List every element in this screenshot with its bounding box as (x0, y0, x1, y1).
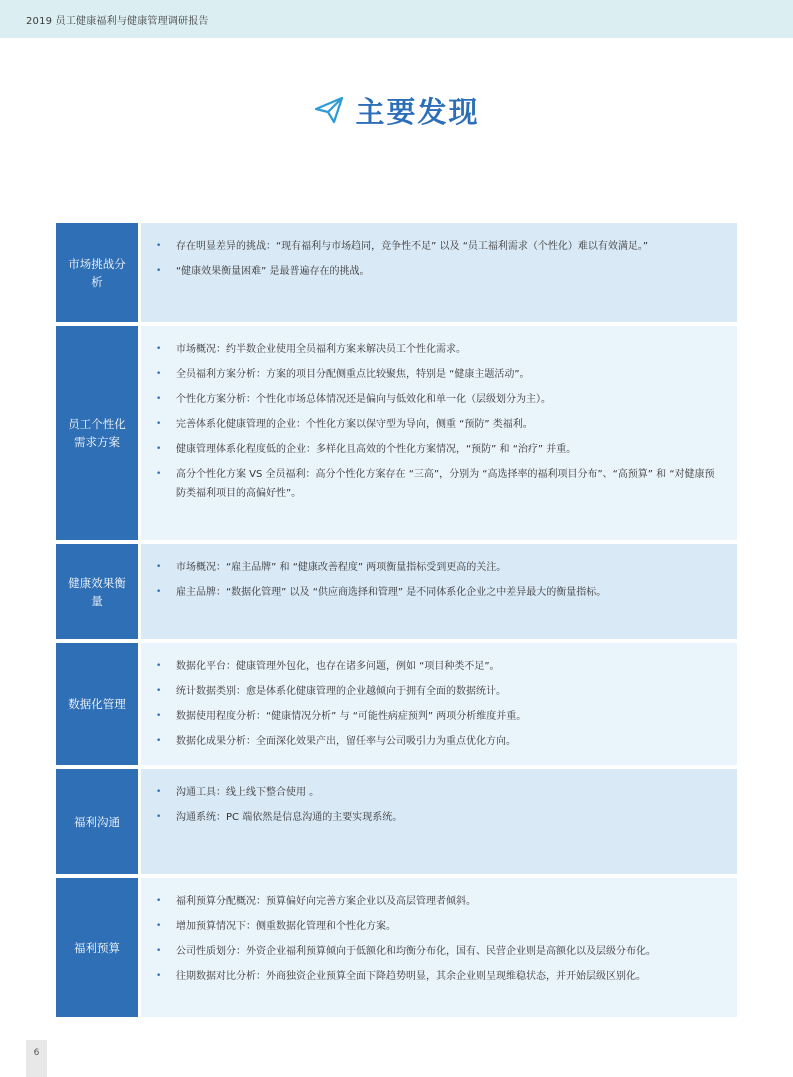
finding-item (153, 892, 721, 911)
finding-text: 福利预算分配概况：预算偏好向完善方案企业以及高层管理者倾斜。 (176, 896, 476, 907)
paper-plane-icon (313, 94, 345, 126)
section-label: 市场挑战分析 (56, 223, 138, 322)
finding-item (153, 808, 721, 827)
bullet-icon: • (156, 241, 162, 251)
finding-text: 往期数据对比分析：外商独资企业预算全面下降趋势明显，其余企业则呈现维稳状态，并开始层级区别化。 (176, 971, 646, 982)
bullet-icon: • (156, 921, 162, 931)
finding-list (153, 657, 721, 751)
finding-section (56, 769, 737, 874)
finding-text: 健康管理体系化程度低的企业：多样化且高效的个性化方案情况，“预防” 和 “治疗” 并重。 (176, 444, 577, 455)
section-label: 福利预算 (56, 878, 138, 1017)
section-content (141, 643, 737, 765)
finding-item (153, 657, 721, 676)
section-content (141, 326, 737, 540)
finding-list (153, 783, 721, 827)
bullet-icon: • (156, 812, 162, 822)
finding-text: 高分个性化方案 VS 全员福利：高分个性化方案存在 “三高”，分别为 “高选择率的福利项目分布”、“高预算” 和 “对健康预防类福利项目的高偏好性”。 (176, 469, 715, 499)
finding-item (153, 583, 721, 602)
finding-item (153, 262, 721, 281)
bullet-icon: • (156, 587, 162, 597)
bullet-icon: • (156, 394, 162, 404)
finding-text: 市场概况：“雇主品牌” 和 “健康改善程度” 两项衡量指标受到更高的关注。 (176, 562, 507, 573)
finding-text: 数据化成果分析：全面深化效果产出，留任率与公司吸引力为重点优化方向。 (176, 736, 516, 747)
page-number-tab (26, 1040, 47, 1077)
finding-item (153, 465, 721, 503)
bullet-icon: • (156, 711, 162, 721)
finding-text: 市场概况：约半数企业使用全员福利方案来解决员工个性化需求。 (176, 344, 466, 355)
section-content (141, 769, 737, 874)
bullet-icon: • (156, 266, 162, 276)
section-label: 健康效果衡量 (56, 544, 138, 639)
report-header-bar (0, 0, 793, 38)
page-number: 6 (33, 1048, 40, 1058)
finding-list (153, 558, 721, 602)
finding-text: 数据使用程度分析：“健康情况分析” 与 “可能性病症预判” 两项分析维度并重。 (176, 711, 527, 722)
page-title: 主要发现 (355, 94, 480, 129)
page-heading (0, 88, 793, 132)
finding-text: 公司性质划分：外资企业福利预算倾向于低额化和均衡分布化，国有、民营企业则是高额化以及层级分布化。 (176, 946, 656, 957)
finding-text: 沟通系统：PC 端依然是信息沟通的主要实现系统。 (176, 812, 403, 823)
finding-item (153, 237, 721, 256)
finding-text: 数据化平台：健康管理外包化，也存在诸多问题，例如 “项目种类不足”。 (176, 661, 500, 672)
bullet-icon: • (156, 369, 162, 379)
finding-text: 统计数据类别：愈是体系化健康管理的企业越倾向于拥有全面的数据统计。 (176, 686, 506, 697)
finding-item (153, 390, 721, 409)
finding-text: “健康效果衡量困难” 是最普遍存在的挑战。 (176, 266, 370, 277)
finding-item (153, 682, 721, 701)
section-label: 数据化管理 (56, 643, 138, 765)
bullet-icon: • (156, 444, 162, 454)
finding-text: 雇主品牌：“数据化管理” 以及 “供应商选择和管理” 是不同体系化企业之中差异最大的衡量指标。 (176, 587, 607, 598)
finding-section (56, 223, 737, 322)
section-label: 福利沟通 (56, 769, 138, 874)
finding-item (153, 732, 721, 751)
finding-item (153, 440, 721, 459)
bullet-icon: • (156, 686, 162, 696)
finding-text: 全员福利方案分析：方案的项目分配侧重点比较聚焦，特别是 “健康主题活动”。 (176, 369, 530, 380)
finding-section (56, 544, 737, 639)
bullet-icon: • (156, 787, 162, 797)
finding-item (153, 365, 721, 384)
bullet-icon: • (156, 469, 162, 479)
finding-item (153, 558, 721, 577)
bullet-icon: • (156, 344, 162, 354)
bullet-icon: • (156, 896, 162, 906)
finding-item (153, 783, 721, 802)
finding-item (153, 707, 721, 726)
bullet-icon: • (156, 419, 162, 429)
finding-text: 增加预算情况下：侧重数据化管理和个性化方案。 (176, 921, 396, 932)
findings-table (56, 223, 737, 1021)
section-content (141, 878, 737, 1017)
finding-list (153, 340, 721, 503)
bullet-icon: • (156, 562, 162, 572)
finding-section (56, 878, 737, 1017)
finding-section (56, 643, 737, 765)
report-title: 2019 员工健康福利与健康管理调研报告 (26, 16, 209, 27)
finding-text: 完善体系化健康管理的企业：个性化方案以保守型为导向，侧重 “预防” 类福利。 (176, 419, 533, 430)
finding-list (153, 237, 721, 281)
finding-item (153, 340, 721, 359)
finding-text: 存在明显差异的挑战：“现有福利与市场趋同，竞争性不足” 以及 “员工福利需求（个性化）难以有效满足。” (176, 241, 649, 252)
finding-list (153, 892, 721, 986)
bullet-icon: • (156, 661, 162, 671)
bullet-icon: • (156, 736, 162, 746)
finding-item (153, 415, 721, 434)
section-content (141, 544, 737, 639)
bullet-icon: • (156, 971, 162, 981)
section-label: 员工个性化需求方案 (56, 326, 138, 540)
finding-text: 个性化方案分析：个性化市场总体情况还是偏向与低效化和单一化（层级划分为主）。 (176, 394, 551, 405)
bullet-icon: • (156, 946, 162, 956)
section-content (141, 223, 737, 322)
finding-section (56, 326, 737, 540)
finding-item (153, 967, 721, 986)
finding-item (153, 942, 721, 961)
finding-item (153, 917, 721, 936)
finding-text: 沟通工具：线上线下整合使用 。 (176, 787, 320, 798)
